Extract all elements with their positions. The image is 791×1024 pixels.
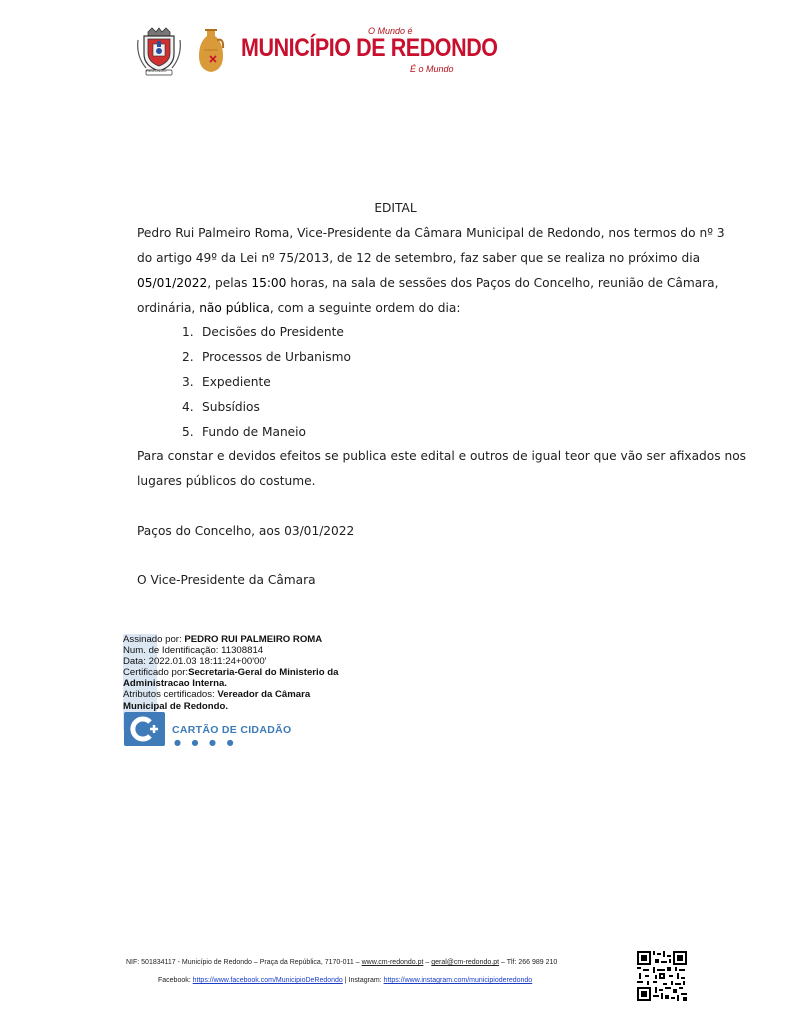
agenda-item bbox=[182, 325, 344, 339]
signature-date: 2022.01.03 18:11:24+00'00' bbox=[148, 656, 267, 668]
clay-jug-logo-icon bbox=[196, 26, 226, 74]
website-link[interactable]: www.cm-redondo.pt bbox=[361, 959, 424, 966]
footer-text: Facebook: bbox=[158, 977, 193, 984]
agenda-item bbox=[182, 400, 260, 414]
facebook-link[interactable]: https://www.facebook.com/MunicipioDeRedondo bbox=[192, 977, 343, 984]
agenda-number: 3. bbox=[182, 375, 194, 389]
certifier-cont: Administracao Interna. bbox=[123, 678, 227, 690]
footer-text: NIF: 501834117 - Município de Redondo – Praça da República, 7170-011 – bbox=[126, 959, 362, 966]
agenda-number: 4. bbox=[182, 400, 194, 414]
citizen-card-logo-icon bbox=[124, 712, 165, 746]
agenda-text: Fundo de Maneio bbox=[202, 425, 307, 439]
footer-contact-line bbox=[126, 959, 557, 966]
paragraph-line bbox=[137, 301, 670, 315]
meeting-time: 15:00 bbox=[251, 276, 287, 290]
footer-text: – Tlf: 266 989 210 bbox=[499, 959, 558, 966]
brand-tagline-bottom: É o Mundo bbox=[410, 64, 454, 74]
footer-social-line bbox=[158, 977, 532, 984]
signatory-title: O Vice-Presidente da Câmara bbox=[137, 573, 316, 587]
agenda-item bbox=[182, 425, 306, 439]
document-title: EDITAL bbox=[374, 201, 417, 215]
footer-text: – bbox=[423, 959, 432, 966]
agenda-item bbox=[182, 375, 271, 389]
sig-label: Certificado por: bbox=[123, 667, 189, 679]
crest-label: REDONDO bbox=[146, 68, 167, 73]
attributes: Vereador da Câmara bbox=[217, 689, 311, 701]
paragraph-line: Para constar e devidos efeitos se publica este edital e outros de igual teor que vão ser afixados nos bbox=[137, 449, 747, 463]
agenda-text: Expediente bbox=[202, 375, 271, 389]
paragraph-line: do artigo 49º da Lei nº 75/2013, de 12 de setembro, faz saber que se realiza no próximo dia bbox=[137, 251, 701, 265]
citizen-card-c-icon bbox=[124, 712, 165, 746]
certifier: Secretaria-Geral do Ministerio da bbox=[188, 667, 339, 679]
instagram-link[interactable]: https://www.instagram.com/municipioderedondo bbox=[383, 977, 533, 984]
sig-label: Data: bbox=[123, 656, 146, 668]
agenda-text: Processos de Urbanismo bbox=[202, 350, 351, 364]
paragraph-line: lugares públicos do costume. bbox=[137, 474, 316, 488]
agenda-text: Decisões do Presidente bbox=[202, 325, 344, 339]
digital-signature-block[interactable] bbox=[123, 634, 353, 712]
signer-name: PEDRO RUI PALMEIRO ROMA bbox=[184, 634, 323, 645]
sig-label: Atributos certificados: bbox=[123, 689, 215, 701]
citizen-card-dots: ● ● ● ● bbox=[174, 738, 238, 747]
text-fragment: , pelas bbox=[207, 276, 252, 290]
meeting-type: não pública bbox=[199, 301, 270, 315]
footer-text: | Instagram: bbox=[342, 977, 384, 984]
brand-tagline-top: O Mundo é bbox=[368, 26, 413, 36]
text-fragment: horas, na sala de sessões dos Paços do Concelho, reunião de Câmara, bbox=[286, 276, 719, 290]
place-and-date: Paços do Concelho, aos 03/01/2022 bbox=[137, 524, 355, 538]
signer-id: 11308814 bbox=[221, 645, 264, 657]
text-fragment: , com a seguinte ordem do dia: bbox=[269, 301, 461, 315]
text-fragment: ordinária, bbox=[137, 301, 200, 315]
qr-code-icon[interactable] bbox=[637, 951, 687, 1001]
agenda-text: Subsídios bbox=[202, 400, 260, 414]
municipality-brand-title: MUNICÍPIO DE REDONDO bbox=[241, 34, 498, 62]
sig-label: Assinado por: bbox=[123, 634, 182, 645]
paragraph-line bbox=[137, 276, 719, 290]
agenda-number: 2. bbox=[182, 350, 194, 364]
attributes-cont: Municipal de Redondo. bbox=[123, 700, 228, 712]
citizen-card-label: CARTÃO DE CIDADÃO bbox=[172, 724, 292, 736]
agenda-number: 5. bbox=[182, 425, 194, 439]
email-link[interactable]: geral@cm-redondo.pt bbox=[431, 959, 500, 966]
sig-label: Num. de Identificação: bbox=[123, 645, 219, 657]
agenda-item bbox=[182, 350, 351, 364]
agenda-number: 1. bbox=[182, 325, 194, 339]
paragraph-line: Pedro Rui Palmeiro Roma, Vice-Presidente da Câmara Municipal de Redondo, nos termos do nº 3 bbox=[137, 226, 725, 240]
meeting-date: 05/01/2022 bbox=[137, 276, 208, 290]
